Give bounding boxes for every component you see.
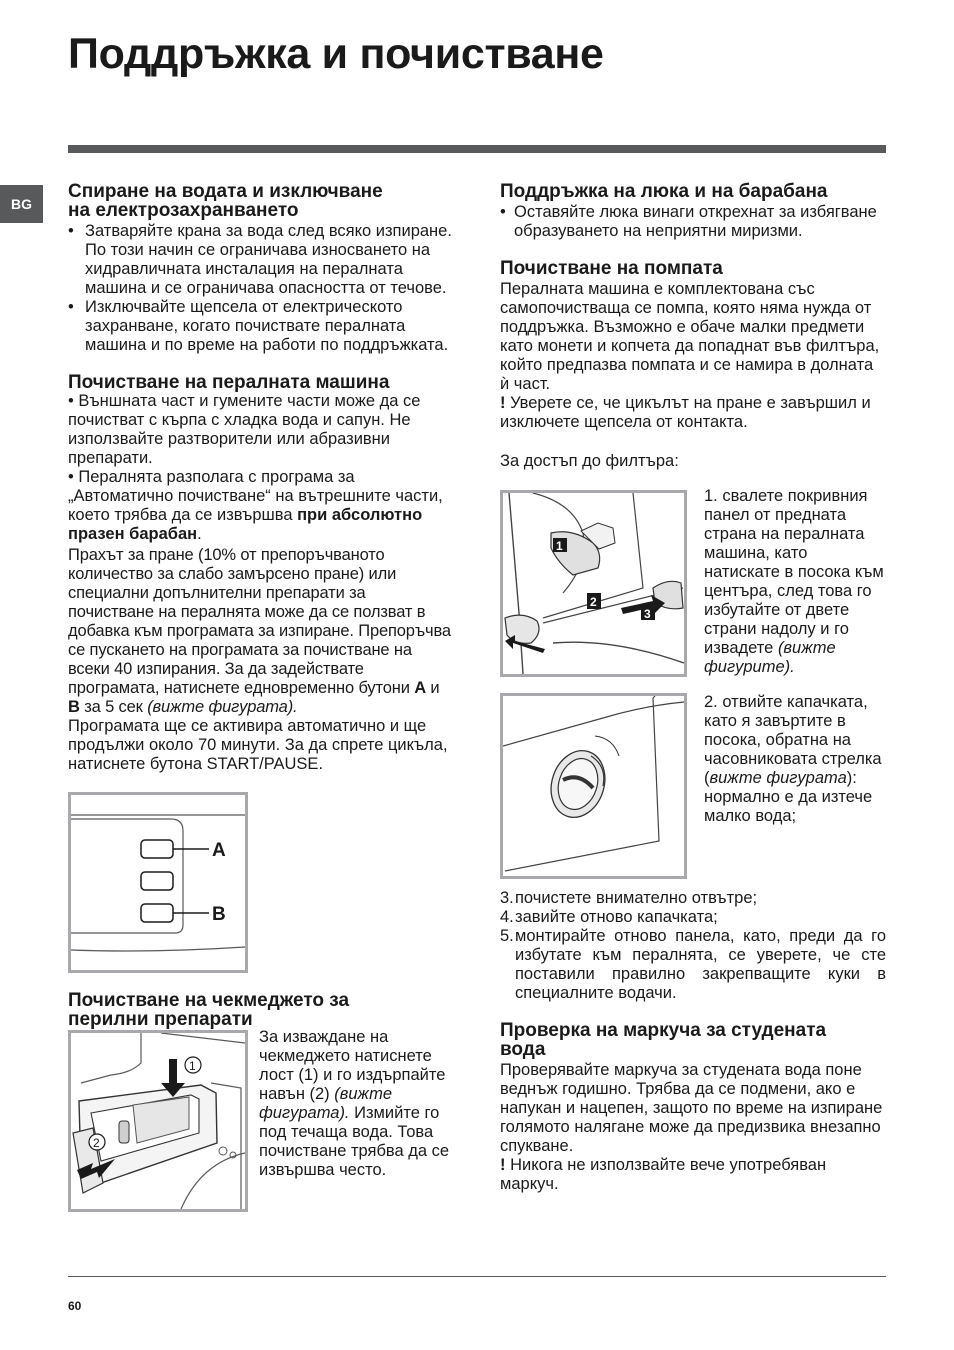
steps-list (500, 889, 886, 1003)
panel-removal-illustration (503, 493, 684, 674)
list-item: 5. монтирайте отново панела, като, преди да го избутате към пералнята, се уверете, че сте поставили правилно закрепващите куки в специалните водачи. (500, 927, 886, 1002)
footer-divider (68, 1276, 886, 1277)
section-water-power-title: Спиране на водата и изключване на електрозахранването (68, 181, 383, 221)
list-item: 4. завийте отново капачката; (500, 908, 718, 926)
panel-removal-figure (500, 490, 687, 677)
control-panel-illustration (71, 795, 245, 970)
paragraph: Проверявайте маркуча за студената вода поне веднъж годишно. Трябва да се подмени, ако е напукан и нацепен, защото по време на изпиране голямото налягане може да предизвика внезапно спукване. (500, 1061, 883, 1155)
list-item: • Оставяйте люка винаги открехнат за избягване образуването на неприятни миризми. (500, 203, 877, 240)
page-title: Поддръжка и почистване (68, 30, 604, 78)
filter-cap-illustration (503, 696, 684, 876)
middle-button-shape (141, 872, 173, 890)
step-2-text: 2. отвийте капачката, като я завъртите в посока, обратна на часовниковата стрелка (вижте фигурата): нормално е да изтече малко вода; (704, 693, 882, 825)
section-machine-cleaning-title: Почистване на пералната машина (68, 372, 390, 393)
paragraph: За достъп до филтъра: (500, 452, 679, 470)
fig1-mark-2: 2 (590, 595, 597, 609)
fig1-mark-1: 1 (556, 539, 563, 553)
section-hose-title: Проверка на маркуча за студената вода (500, 1020, 827, 1060)
left-column (68, 182, 453, 1212)
control-panel-figure (68, 792, 248, 973)
paragraph: • Външната част и гумените части може да се почистват с кърпа с хладка вода и сапун. Не използвайте разтворители или абразивни препарати. (68, 392, 421, 467)
step1-block (500, 487, 886, 677)
drawer-mark-1: 1 (189, 1059, 196, 1073)
button-b-shape (141, 904, 173, 922)
paragraph: • Пералнята разполага с програма за „Автоматично почистване“ на вътрешните части, което трябва да се извършва при абсолютно празен барабан. (68, 468, 443, 543)
section-pump-title: Почистване на помпата (500, 258, 723, 279)
drawer-mark-2: 2 (93, 1136, 100, 1150)
list-item: • Изключвайте щепсела от електрическото захранване, когато почиствате пералната машина и по време на работи по поддръжката. (68, 298, 449, 354)
step2-block (500, 693, 886, 879)
section-drawer-title: Почистване на чекмеджето за перилни препарати (68, 990, 350, 1030)
fig1-mark-3: 3 (644, 607, 651, 621)
button-a-shape (141, 840, 173, 858)
right-column (500, 182, 886, 1194)
warning-paragraph: ! Никога не използвайте вече употребяван маркуч. (500, 1156, 827, 1193)
page-number: 60 (68, 1299, 82, 1313)
paragraph: Пералната машина е комплектована със самопочистваща се помпа, която няма нужда от поддръжка. Възможно е обаче малки предмети като монети и копчета да попаднат във филтъра, който предпазва помпата и се намира в долната ѝ част. (500, 280, 880, 393)
filter-cap-figure (500, 693, 687, 879)
label-a: A (212, 840, 226, 861)
drawer-block (68, 1030, 453, 1212)
step-1-text: 1. свалете покривния панел от предната страна на пералната машина, като натискате в посока към центъра, след това го избутайте от двете страни надолу и го извадете (вижте фигурите). (704, 487, 884, 676)
title-divider (68, 145, 886, 153)
paragraph: Прахът за пране (10% от препоръчваното количество за слабо замърсено пране) или специални допълнителни препарати за почистване на пералнята може да се ползват в добавка към програмата за изпиране. Препоръчва се пускането на програмата за почистване на всеки 40 изпирания. За да задействате програмата, натиснете едновременно бутони A и B за 5 сек (вижте фигурата). (68, 546, 451, 716)
drawer-instructions: За изваждане на чекмеджето натиснете лост (1) и го издърпайте навън (2) (вижте фигурата). Измийте го под течаща вода. Това почистване трябва да се извършва често. (259, 1028, 450, 1179)
label-b: B (212, 904, 226, 925)
warning-paragraph: ! Уверете се, че цикълът на пране е завършил и изключете щепсела от контакта. (500, 394, 871, 431)
list-item: 3. почистете внимателно отвътре; (500, 889, 758, 907)
section-door-drum-title: Поддръжка на люка и на барабана (500, 181, 828, 202)
drawer-illustration (71, 1033, 245, 1209)
drawer-figure (68, 1030, 248, 1212)
list-item: • Затваряйте крана за вода след всяко изпиране. По този начин се ограничава износването на хидравличната инсталация на пералната машина и се ограничава опасността от течове. (68, 222, 452, 297)
language-tab: BG (0, 185, 43, 223)
paragraph: Програмата ще се активира автоматично и ще продължи около 70 минути. За да спрете цикъла, натиснете бутона START/PAUSE. (68, 717, 448, 773)
